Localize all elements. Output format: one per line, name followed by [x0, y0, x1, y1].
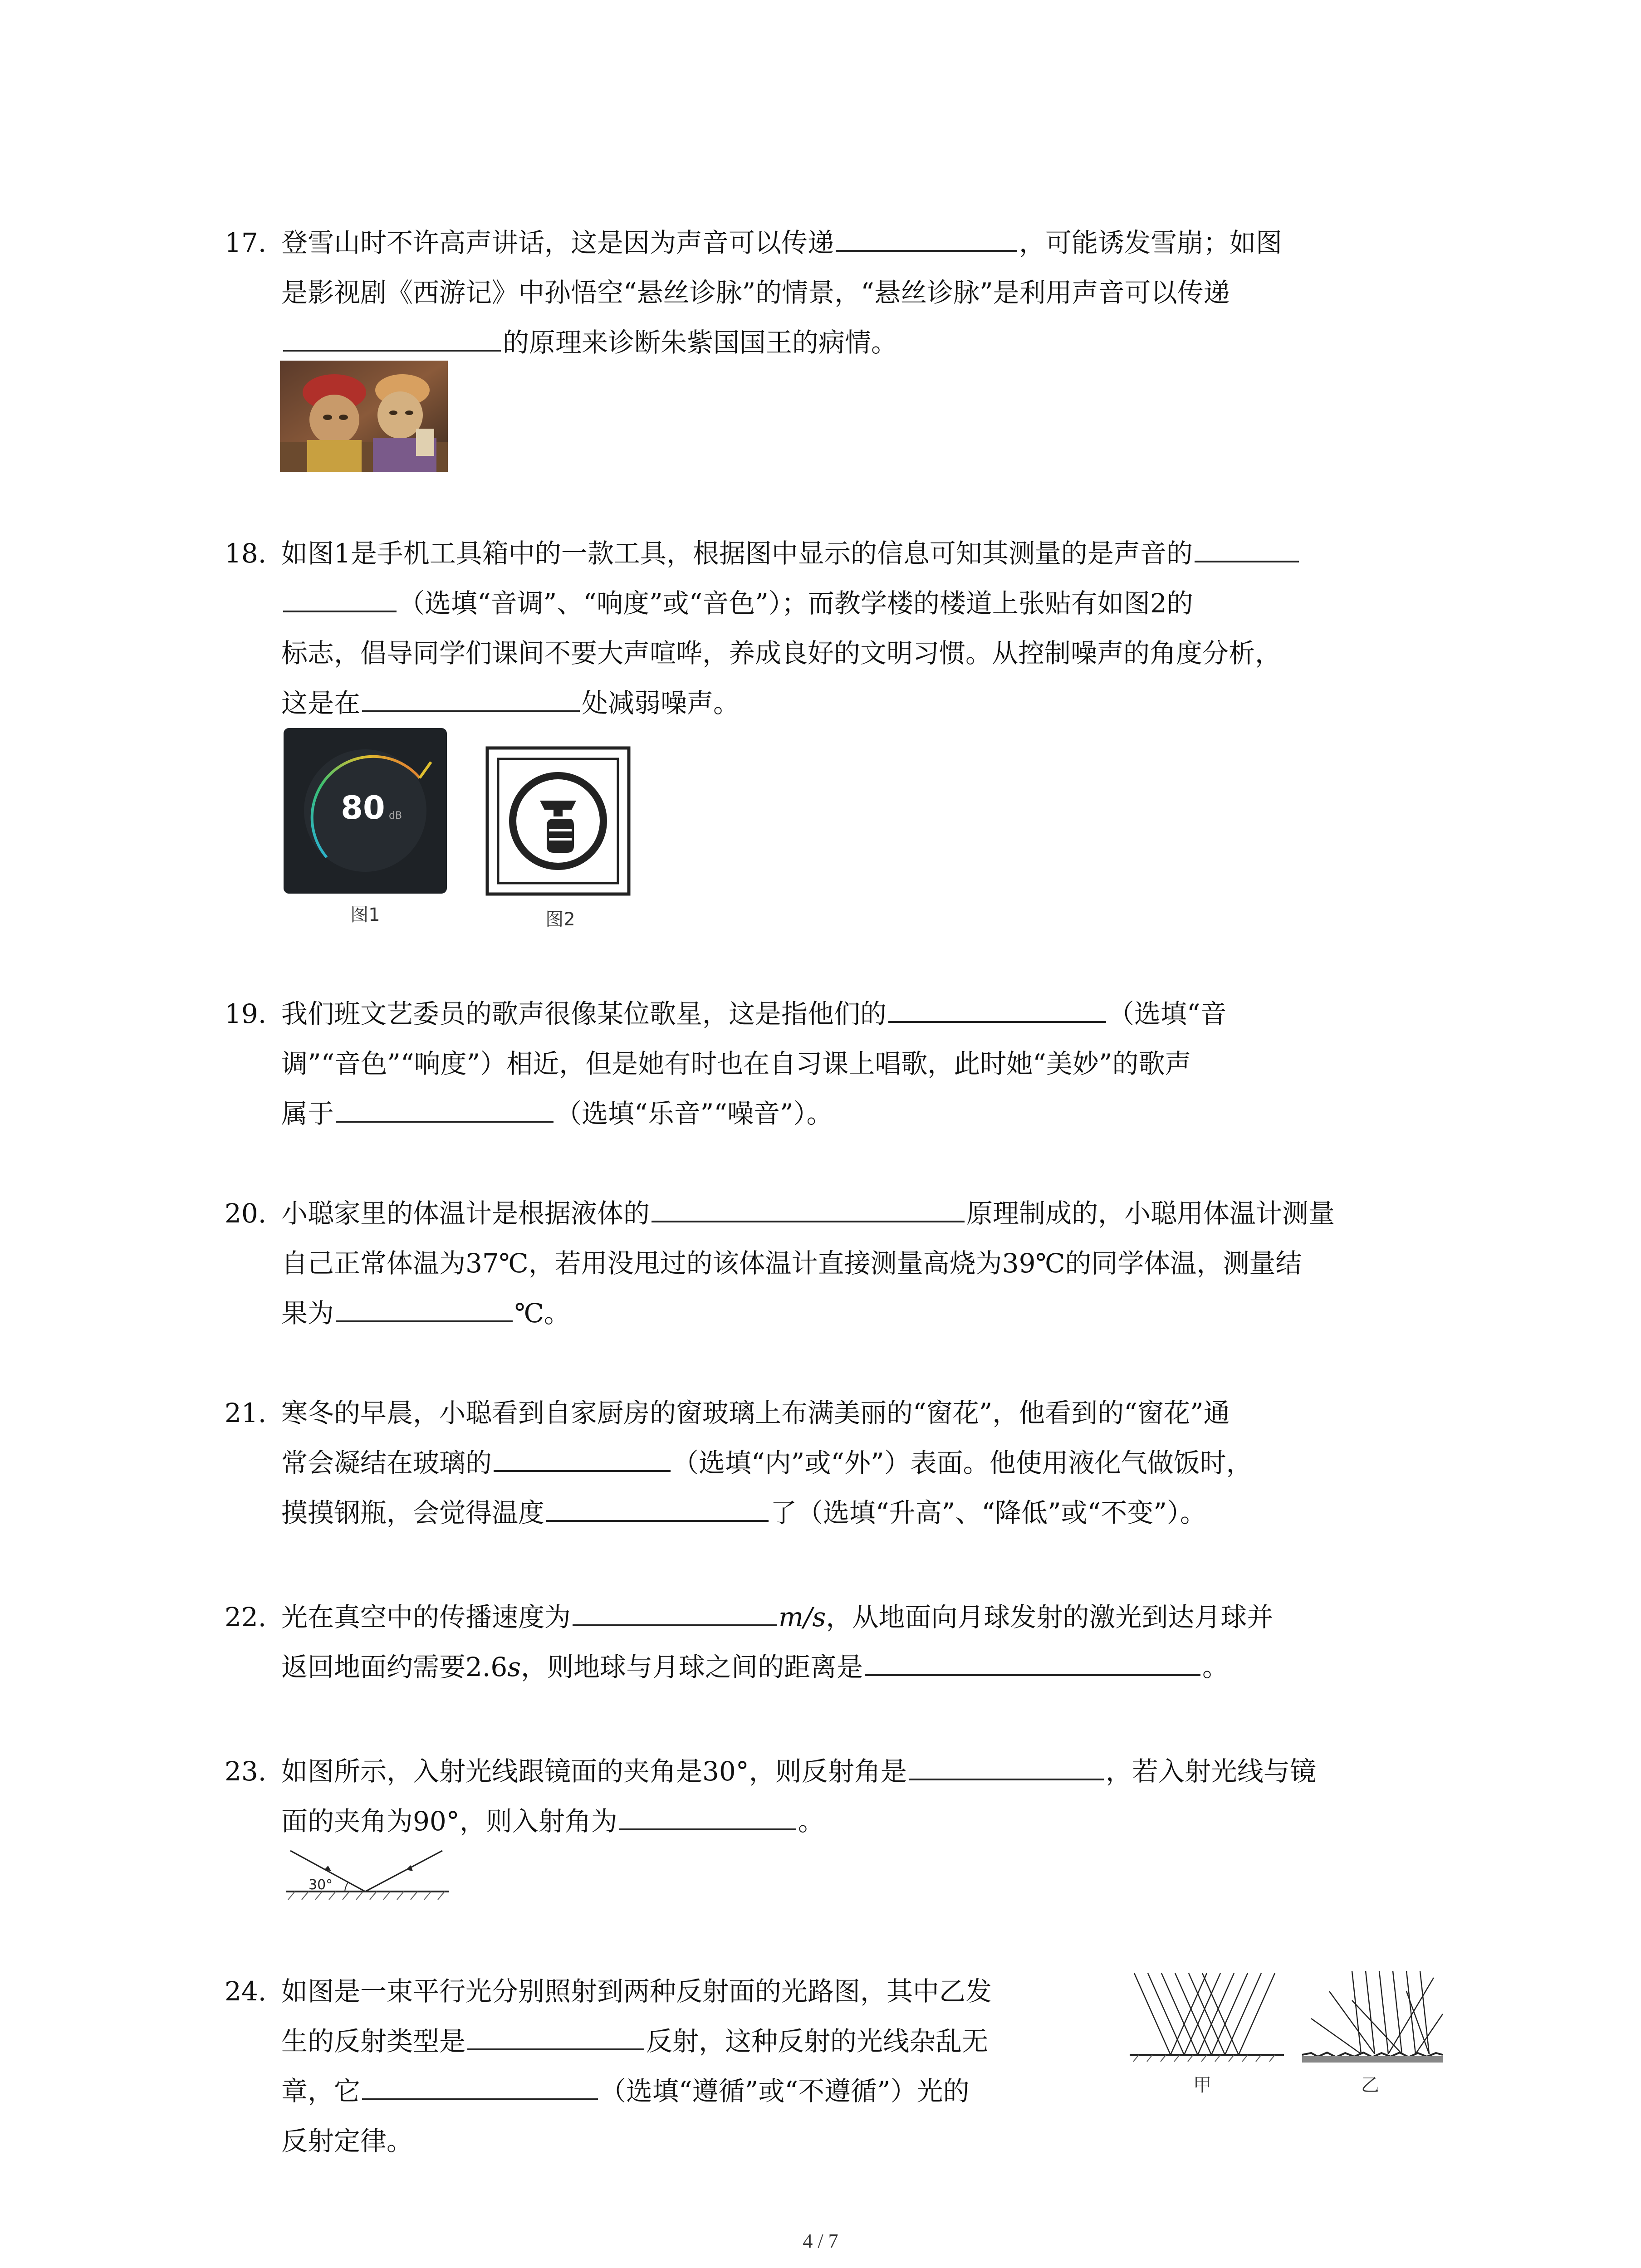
specular-reflection-figure [1125, 1969, 1288, 2073]
answer-blank[interactable] [573, 1593, 777, 1626]
answer-blank[interactable] [362, 2067, 598, 2100]
decibel-meter-figure [284, 728, 447, 894]
question-number: 17. [225, 227, 267, 258]
answer-blank[interactable] [336, 1089, 554, 1123]
angle-label: 30° [309, 1877, 333, 1893]
question-text: 果为 [281, 1298, 334, 1329]
question-text: 自己正常体温为37℃，若用没甩过的该体温计直接测量高烧为39℃的同学体温，测量结 [281, 1248, 1302, 1279]
answer-blank[interactable] [865, 1642, 1200, 1676]
question-number: 23. [225, 1756, 267, 1787]
figure-caption: 乙 [1361, 2075, 1379, 2096]
question-number: 21. [225, 1398, 267, 1428]
question-text: 。 [798, 1806, 824, 1837]
question-text: ，可能诱发雪崩；如图 [1019, 227, 1283, 258]
question-number: 24. [225, 1976, 267, 2007]
question-text: 的原理来诊断朱紫国国王的病情。 [503, 327, 898, 358]
figure-caption: 图2 [545, 909, 575, 930]
question-text: 如图1是手机工具箱中的一款工具，根据图中显示的信息可知其测量的是声音的 [281, 538, 1193, 569]
question-text: ，则地球与月球之间的距离是 [521, 1652, 863, 1682]
question-text: 反射，这种反射的光线杂乱无 [646, 2026, 989, 2057]
answer-blank[interactable] [494, 1438, 671, 1472]
answer-blank[interactable] [467, 2017, 644, 2050]
question-text: 小聪家里的体温计是根据液体的 [281, 1198, 650, 1229]
meter-value: 80 [341, 789, 385, 826]
question-text: 如图所示，入射光线跟镜面的夹角是30°，则反射角是 [281, 1756, 907, 1787]
answer-blank[interactable] [546, 1488, 769, 1522]
question-text: ，从地面向月球发射的激光到达月球并 [826, 1602, 1274, 1633]
answer-blank[interactable] [362, 679, 580, 712]
question-text: （选填“乐音”“噪音”）。 [555, 1098, 833, 1129]
question-number: 19. [225, 998, 267, 1029]
answer-blank[interactable] [652, 1189, 965, 1222]
question-text: 我们班文艺委员的歌声很像某位歌星，这是指他们的 [281, 998, 887, 1029]
question-text: 了（选填“升高”、“降低”或“不变”）。 [770, 1497, 1206, 1528]
question-text: 标志，倡导同学们课间不要大声喧哗，养成良好的文明习惯。从控制噪声的角度分析， [281, 638, 1282, 669]
answer-blank[interactable] [336, 1289, 513, 1322]
monkey-king-photo [280, 361, 448, 472]
question-text: 常会凝结在玻璃的 [281, 1447, 492, 1478]
question-text: 。 [1202, 1652, 1229, 1682]
question-text: 如图是一束平行光分别照射到两种反射面的光路图，其中乙发 [281, 1976, 992, 2007]
unit-text: s [507, 1652, 521, 1682]
question-text: 处减弱噪声。 [582, 688, 740, 719]
answer-blank[interactable] [283, 579, 397, 612]
question-text: （选填“内”或“外”）表面。他使用液化气做饭时， [672, 1447, 1253, 1478]
answer-blank[interactable] [909, 1747, 1104, 1780]
diffuse-reflection-figure [1298, 1964, 1447, 2073]
question-text: 返回地面约需要2.6 [281, 1652, 508, 1682]
question-number: 18. [225, 538, 267, 569]
question-text: 章，它 [281, 2076, 361, 2107]
answer-blank[interactable] [888, 989, 1106, 1023]
question-text: 光在真空中的传播速度为 [281, 1602, 571, 1633]
question-number: 20. [225, 1198, 267, 1229]
page-number: 4 / 7 [803, 2230, 838, 2252]
question-text: ，若入射光线与镜 [1105, 1756, 1316, 1787]
unit-text: m/s [779, 1602, 826, 1633]
question-text: 寒冬的早晨，小聪看到自家厨房的窗玻璃上布满美丽的“窗花”，他看到的“窗花”通 [281, 1398, 1230, 1428]
question-text: 调”“音色”“响度”）相近，但是她有时也在自习课上唱歌，此时她“美妙”的歌声 [281, 1048, 1191, 1079]
question-text: （选填“遵循”或“不遵循”）光的 [600, 2076, 970, 2107]
question-text: ℃。 [514, 1298, 570, 1329]
mirror-reflection-figure [281, 1846, 454, 1905]
question-text: 原理制成的，小聪用体温计测量 [966, 1198, 1335, 1229]
answer-blank[interactable] [836, 218, 1017, 252]
figure-caption: 图1 [350, 904, 380, 925]
answer-blank[interactable] [283, 318, 501, 352]
question-text: 是影视剧《西游记》中孙悟空“悬丝诊脉”的情景，“悬丝诊脉”是利用声音可以传递 [281, 277, 1230, 308]
answer-blank[interactable] [619, 1797, 796, 1830]
answer-blank[interactable] [1195, 529, 1299, 562]
question-number: 22. [225, 1602, 267, 1633]
question-text: （选填“音 [1108, 998, 1227, 1029]
question-text: 这是在 [281, 688, 361, 719]
question-text: （选填“音调”、“响度”或“音色”）；而教学楼的楼道上张贴有如图2的 [398, 588, 1193, 619]
question-text: 面的夹角为90°，则入射角为 [281, 1806, 617, 1837]
question-text: 摸摸钢瓶，会觉得温度 [281, 1497, 545, 1528]
question-text: 登雪山时不许高声讲话，这是因为声音可以传递 [281, 227, 834, 258]
no-noise-sign-figure [485, 746, 631, 896]
question-text: 属于 [281, 1098, 334, 1129]
meter-unit: dB [389, 810, 402, 821]
figure-caption: 甲 [1193, 2075, 1211, 2096]
question-text: 反射定律。 [281, 2126, 413, 2156]
question-text: 生的反射类型是 [281, 2026, 466, 2057]
